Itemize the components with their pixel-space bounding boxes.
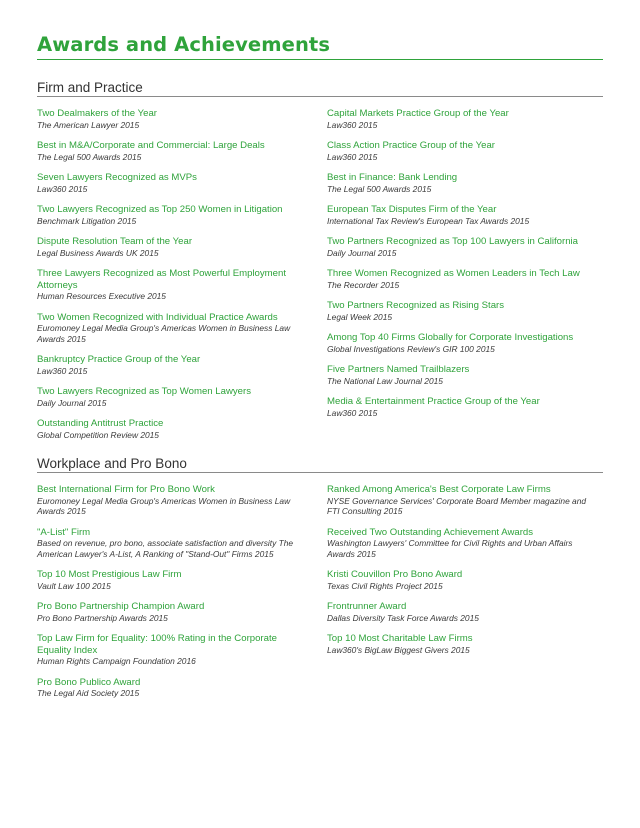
award-source: The Legal Aid Society 2015: [37, 688, 140, 698]
award-name: Five Partners Named Trailblazers: [327, 364, 470, 375]
award-name: Best in M&A/Corporate and Commercial: Large Deals: [37, 140, 265, 151]
award-source: Law360 2015: [37, 365, 88, 376]
award-name: Received Two Outstanding Achievement Awards: [327, 526, 534, 538]
award-entry: [37, 108, 307, 130]
award-name: Class Action Practice Group of the Year: [327, 140, 495, 151]
award-source: Pro Bono Partnership Awards 2015: [37, 612, 168, 623]
section-divider-workplace-and-pro-bono: [37, 472, 603, 473]
award-source: Law360 2015: [327, 151, 378, 162]
award-name: Dispute Resolution Team of the Year: [37, 236, 193, 247]
award-source: The American Lawyer 2015: [37, 119, 140, 130]
award-name: Pro Bono Publico Award: [37, 676, 141, 688]
award-name: Two Lawyers Recognized as Top 250 Women in Litigation: [37, 204, 283, 215]
award-entry: [327, 364, 597, 386]
award-entry: [327, 633, 597, 655]
award-source: Texas Civil Rights Project 2015: [327, 580, 443, 591]
award-name: Capital Markets Practice Group of the Year: [327, 108, 509, 119]
award-entry: [37, 601, 307, 623]
award-entry: [37, 204, 307, 226]
award-source: International Tax Review's European Tax Awards 2015: [327, 215, 530, 226]
award-name: Best in Finance: Bank Lending: [327, 172, 458, 183]
award-name: Media & Entertainment Practice Group of the Year: [327, 396, 540, 407]
section-heading-firm-and-practice: Firm and Practice: [37, 80, 143, 95]
award-source: Washington Lawyers' Committee for Civil Rights and Urban Affairs Awards 2015: [327, 538, 573, 559]
award-source: Global Competition Review 2015: [37, 429, 159, 440]
award-source: Legal Week 2015: [327, 311, 393, 322]
award-entry: [327, 527, 597, 560]
award-entry: [327, 204, 597, 226]
award-entry: [37, 312, 307, 345]
award-source: The Recorder 2015: [327, 279, 400, 290]
awards-column-left: [37, 484, 307, 709]
award-name: Two Women Recognized with Individual Practice Awards: [37, 311, 278, 323]
award-entry: [37, 633, 307, 667]
award-source: The National Law Journal 2015: [327, 375, 443, 386]
award-source: Daily Journal 2015: [327, 247, 397, 258]
award-entry: [37, 677, 307, 699]
award-name: Pro Bono Partnership Champion Award: [37, 601, 205, 612]
award-source: The Legal 500 Awards 2015: [37, 151, 142, 162]
award-name: Seven Lawyers Recognized as MVPs: [37, 172, 197, 183]
award-name: Two Partners Recognized as Rising Stars: [327, 300, 505, 311]
award-source: The Legal 500 Awards 2015: [327, 183, 432, 194]
award-source: Law360's BigLaw Biggest Givers 2015: [327, 644, 470, 655]
award-entry: [327, 601, 597, 623]
award-entry: [327, 172, 597, 194]
award-source: Euromoney Legal Media Group's Americas Women in Business Law Awards 2015: [37, 495, 291, 516]
award-source: Global Investigations Review's GIR 100 2015: [327, 343, 495, 354]
award-name: Two Lawyers Recognized as Top Women Lawyers: [37, 386, 252, 397]
award-entry: [37, 354, 307, 376]
award-entry: [327, 332, 597, 354]
award-source: Human Resources Executive 2015: [37, 291, 166, 301]
award-entry: [327, 569, 597, 591]
award-name: Two Dealmakers of the Year: [37, 108, 157, 119]
award-entry: [37, 569, 307, 591]
awards-column-left: [37, 108, 307, 450]
award-entry: [327, 300, 597, 322]
award-name: Top 10 Most Prestigious Law Firm: [37, 569, 182, 580]
awards-column-right: [327, 484, 597, 665]
award-source: Human Rights Campaign Foundation 2016: [37, 656, 196, 666]
award-entry: [37, 527, 307, 560]
award-source: Law360 2015: [327, 119, 378, 130]
award-name: Outstanding Antitrust Practice: [37, 418, 164, 429]
page-title: Awards and Achievements: [37, 33, 331, 56]
award-name: Three Women Recognized as Women Leaders in Tech Law: [327, 268, 580, 279]
award-name: Ranked Among America's Best Corporate Law Firms: [327, 484, 551, 495]
award-entry: [37, 140, 307, 162]
award-entry: [327, 140, 597, 162]
award-name: European Tax Disputes Firm of the Year: [327, 204, 497, 215]
award-source: Legal Business Awards UK 2015: [37, 247, 159, 258]
award-source: Law360 2015: [37, 183, 88, 194]
award-name: Top Law Firm for Equality: 100% Rating in the Corporate Equality Index: [37, 633, 277, 656]
award-name: Frontrunner Award: [327, 601, 407, 612]
award-source: NYSE Governance Services' Corporate Board Member magazine and FTI Consulting 2015: [327, 495, 587, 516]
award-entry: [327, 268, 597, 290]
award-source: Law360 2015: [327, 407, 378, 418]
award-name: "A-List" Firm: [37, 526, 91, 538]
award-entry: [37, 236, 307, 258]
award-entry: [327, 396, 597, 418]
section-divider-firm-and-practice: [37, 96, 603, 97]
award-entry: [327, 484, 597, 517]
award-source: Based on revenue, pro bono, associate satisfaction and diversity The American Lawyer's A-List, A Ranking of "Stand-Out" Firms 2015: [37, 538, 294, 559]
award-name: Among Top 40 Firms Globally for Corporate Investigations: [327, 332, 574, 343]
title-divider: [37, 59, 603, 60]
award-source: Euromoney Legal Media Group's Americas Women in Business Law Awards 2015: [37, 323, 291, 344]
award-entry: [37, 484, 307, 517]
award-name: Best International Firm for Pro Bono Work: [37, 484, 215, 495]
section-heading-workplace-and-pro-bono: Workplace and Pro Bono: [37, 456, 187, 471]
award-name: Kristi Couvillon Pro Bono Award: [327, 569, 463, 580]
award-entry: [37, 172, 307, 194]
award-name: Three Lawyers Recognized as Most Powerful Employment Attorneys: [37, 268, 287, 291]
award-name: Top 10 Most Charitable Law Firms: [327, 633, 473, 644]
award-name: Two Partners Recognized as Top 100 Lawyers in California: [327, 236, 578, 247]
award-source: Benchmark Litigation 2015: [37, 215, 137, 226]
award-source: Vault Law 100 2015: [37, 580, 111, 591]
award-entry: [327, 108, 597, 130]
award-entry: [37, 386, 307, 408]
award-entry: [37, 418, 307, 440]
award-name: Bankruptcy Practice Group of the Year: [37, 354, 201, 365]
awards-column-right: [327, 108, 597, 428]
award-source: Dallas Diversity Task Force Awards 2015: [327, 612, 479, 623]
award-entry: [327, 236, 597, 258]
award-source: Daily Journal 2015: [37, 397, 107, 408]
award-entry: [37, 268, 307, 302]
